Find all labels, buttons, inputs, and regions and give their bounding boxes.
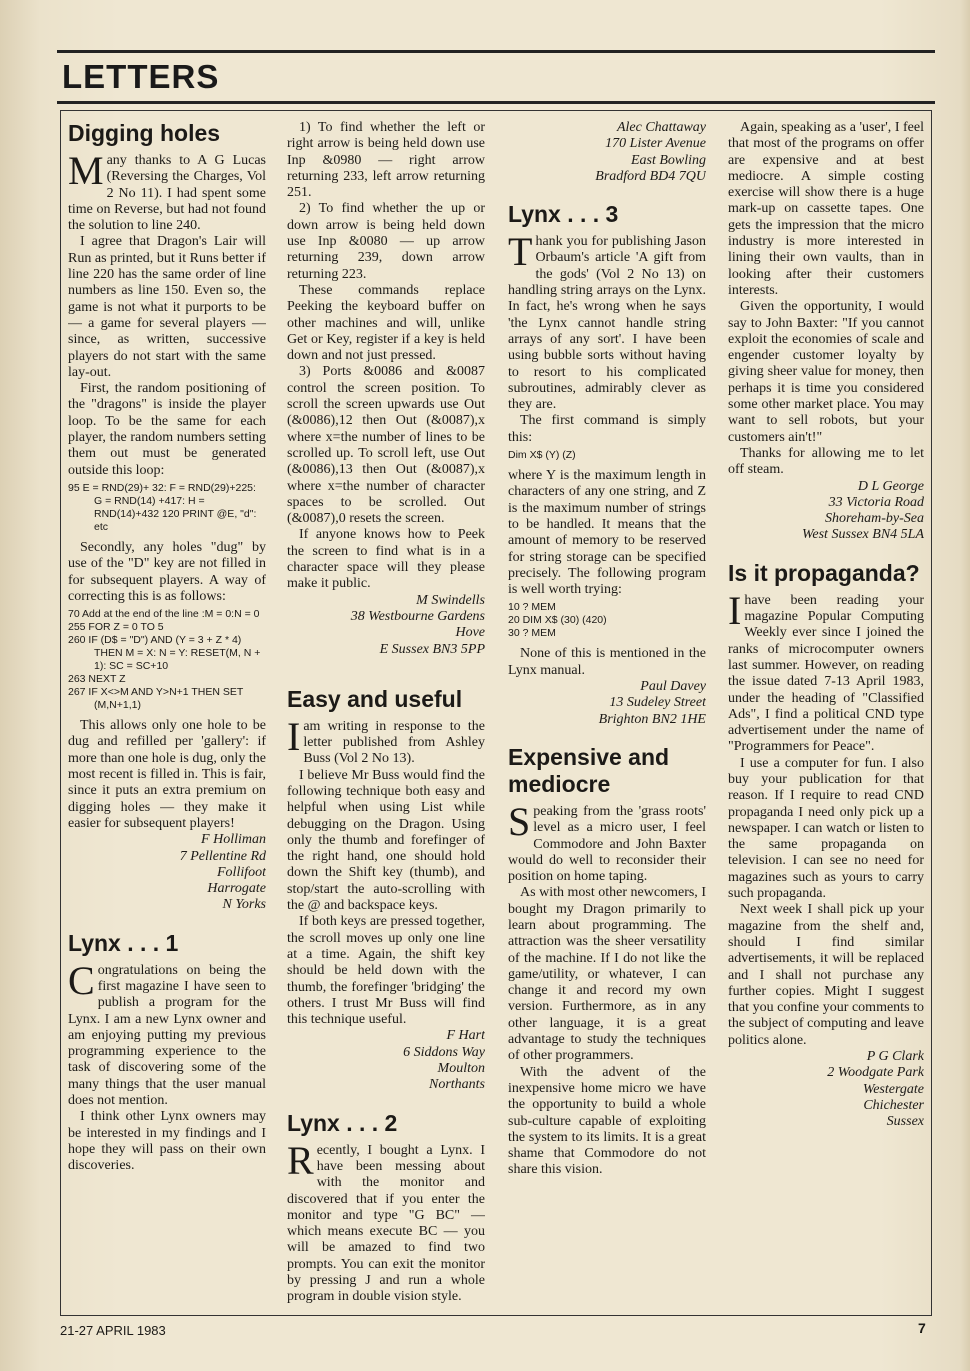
letter-paragraph: I think other Lynx owners may be interested in my findings and I hope they will pass on their own discoveries. (68, 1109, 266, 1174)
letter-paragraph: Secondly, any holes "dug" by use of the "D" key are not filled in for subsequent players. A way of correcting this is as follows: (68, 539, 266, 604)
letter-title: Lynx . . . 3 (508, 201, 619, 228)
letter-paragraph: Recently, I bought a Lynx. I have been messing about with the monitor and discovered that if you enter the monitor and type "G BC" — which means execute BC — you will be amazed to find two prompts. You can exit the monitor by pressing J and run a whole program in double vision style. (287, 1137, 485, 1305)
letter-signature: D L George 33 Victoria Road Shoreham-by-Sea West Sussex BN4 5LA (802, 478, 924, 543)
letter-paragraph: where Y is the maximum length in characters of any one string, and Z is the maximum number of strings to be handled. It means that the amount of memory to be reserved for string storage can be specified precisely. The following program is well worth trying: (508, 468, 706, 598)
letter-paragraph: Thank you for publishing Jason Orbaum's article 'A gift from the gods' (Vol 2 No 13) on handling string arrays on the Lynx. In fact, he's wrong when he says 'the Lynx cannot handle string arrays of any sort'. I have been using bubble sorts without having to resort to his complicated subroutines, admirably clever as they are. (508, 229, 706, 413)
letter-paragraph: Iam writing in response to the letter published from Ashley Buss (Vol 2 No 13). (287, 713, 485, 767)
letter-paragraph: Many thanks to A G Lucas (Reversing the Charges, Vol 2 No 11). I had spent some time on Reverse, but had not found the solution to line 240. (68, 148, 266, 234)
code-listing (68, 608, 266, 712)
letter-paragraph: Next week I shall pick up your magazine from the shelf and, should I find similar advertisements, it will be replaced and I shall not purchase any further copies. Might I suggest that you confine your comments to the subject of computing and leave politics alone. (728, 902, 924, 1048)
page-number: 7 (918, 1320, 926, 1336)
letter-title: Is it propaganda? (728, 559, 920, 586)
footer-date: 21-27 APRIL 1983 (60, 1323, 166, 1338)
code-listing (508, 601, 706, 640)
code-line: 20 DIM X$ (30) (420) (508, 614, 607, 627)
letter-paragraph: Ihave been reading your magazine Popular Computing Weekly ever since I joined the ranks of microcomputer owners last summer. However, on reading the issue dated 7-13 April 1983, under the heading of "Classified Ads", I find a political CND type advertisement under the name of "Programmers for Peace". (728, 587, 924, 755)
letter-paragraph: Congratulations on being the first magazine I have seen to publish a program for the Lynx. I am a new Lynx owner and am enjoying putting my previous programming experience to the task of discovering some of the many things that the user manual does not mention. (68, 957, 266, 1109)
letter-paragraph: The first command is simply this: (508, 413, 706, 445)
code-listing (508, 449, 706, 462)
letter-paragraph: 2) To find whether the up or down arrow is being held down use Inp &0080 — up arrow returning 239, down arrow returning 223. (287, 201, 485, 282)
letter-title: Expensive and mediocre (508, 743, 670, 797)
code-line: 70 Add at the end of the line :M = 0:N = 0 (68, 608, 260, 621)
drop-cap: I (287, 713, 301, 759)
column-2 (287, 120, 485, 1311)
code-line: 255 FOR Z = 0 TO 5 (68, 621, 164, 634)
letter-signature: P G Clark 2 Woodgate Park Westergate Chichester Sussex (827, 1049, 924, 1130)
section-title: LETTERS (62, 58, 220, 95)
letter-title: Digging holes (68, 120, 221, 146)
letter-paragraph: I use a computer for fun. I also buy your publication for that reason. If I require to read CND propaganda I need only pick up a newspaper. I can watch or listen to the same propaganda on television. I can see no need for magazines such as yours to carry such propaganda. (728, 755, 924, 902)
letter-signature: F Hart 6 Siddons Way Moulton Northants (403, 1028, 485, 1093)
column-3 (508, 120, 706, 1311)
drop-cap: S (508, 798, 531, 844)
letter-paragraph: Again, speaking as a 'user', I feel that most of the programs on offer are expensive and at best mediocre. A simple costing exercise will show there is a huge mark-up on cassette tapes. One gets the impression that the micro industry is more interested in lining their own vaults, than in looking after their customers interests. (728, 120, 924, 298)
letter-paragraph: 3) Ports &0086 and &0087 control the screen position. To scroll the screen upwards use Out (&0086),12 then Out (&0087),x where x=the number of lines to be scrolled up. To scroll left, use Out (&0086),13 then Out (&0087),x where x=the number of character spaces to be scrolled. Out (&0087),0 resets the screen. (287, 364, 485, 527)
letter-paragraph: None of this is mentioned in the Lynx manual. (508, 646, 706, 678)
letter-signature: F Holliman 7 Pellentine Rd Follifoot Harrogate N Yorks (179, 832, 266, 913)
letter-signature: M Swindells 38 Westbourne Gardens Hove E Sussex BN3 5PP (350, 592, 485, 657)
drop-cap: I (728, 587, 742, 633)
code-line: 267 IF X<>M AND Y>N+1 THEN SET (M,N+1,1) (68, 686, 244, 712)
letter-paragraph: First, the random positioning of the "dragons" is inside the player loop. To be the same for each player, the random numbers setting them out must be generated outside this loop: (68, 381, 266, 478)
code-line: 260 IF (D$ = "D") AND (Y = 3 + Z * 4) THEN M = X: N = Y: RESET(M, N + 1): SC = SC+10 (68, 634, 261, 673)
code-line: 30 ? MEM (508, 627, 556, 640)
title-rule (57, 101, 935, 104)
code-line: 95 E = RND(29)+ 32: F = RND(29)+225: G = RND(14) +417: H = RND(14)+432 120 PRINT @E, "d": etc (68, 481, 257, 533)
letter-paragraph: These commands replace Peeking the keyboard buffer on other machines and will, unlike Get or Key, register if a key is held down and not just pressed. (287, 282, 485, 364)
letter-paragraph: 1) To find whether the left or right arrow is being held down use Inp &0980 — right arrow returning 233, left arrow returning 251. (287, 120, 485, 201)
letter-title: Easy and useful (287, 685, 463, 712)
column-1 (68, 120, 266, 1311)
column-4 (728, 120, 924, 1311)
code-listing (68, 482, 266, 534)
letter-paragraph: I agree that Dragon's Lair will Run as printed, but it Runs better if line 220 has the same order of line numbers as line 150. Even so, the game is not what it purports to be — a game for several players — since, as written, successive players do not start with the same lay-out. (68, 234, 266, 380)
drop-cap: T (508, 229, 533, 275)
letter-title: Lynx . . . 1 (68, 929, 179, 956)
drop-cap: C (68, 957, 95, 1003)
code-line: 263 NEXT Z (68, 673, 126, 686)
letter-paragraph: If both keys are pressed together, the scroll moves up only one line at a time. Again, the shift key should be held down with the thumb, the forefinger 'bridging' the others. I trust Mr Buss will find this technique useful. (287, 914, 485, 1028)
letter-signature: Alec Chattaway 170 Lister Avenue East Bowling Bradford BD4 7QU (595, 120, 706, 184)
code-line: 10 ? MEM (508, 601, 556, 614)
code-line: Dim X$ (Y) (Z) (508, 449, 576, 462)
letter-title: Lynx . . . 2 (287, 1109, 398, 1136)
letter-paragraph: As with most other newcomers, I bought my Dragon primarily to learn about programming. The attraction was the sheer versatility of the machine. If I do not like the game/utility, or whatever, I can change it and record my own version. Furthermore, as in any other language, it is a great advantage to study the techniques of other programmers. (508, 885, 706, 1064)
letter-paragraph: If anyone knows how to Peek the screen to find what is in a character space will they please make it public. (287, 527, 485, 592)
letter-paragraph: Speaking from the 'grass roots' level as a micro user, I feel Commodore and John Baxter would do well to reconsider their position on home taping. (508, 798, 706, 885)
letter-paragraph: This allows only one hole to be dug and refilled per 'gallery': if more than one hole is dug, only the most recent is filled in. This is fair, since it puts an extra premium on digging holes — they make it easier for subsequent players! (68, 718, 266, 831)
drop-cap: M (68, 148, 104, 193)
letter-paragraph: With the advent of the inexpensive home micro we have the opportunity to build a whole sub-culture capable of exploiting the system to its limits. It is a great shame that Commodore do not share this vision. (508, 1064, 706, 1178)
letter-paragraph: I believe Mr Buss would find the following technique both easy and helpful when using List while debugging on the Dragon. Using only the thumb and forefinger of the right hand, one should hold down the Shift key (thumb), and stop/start the auto-scrolling with the @ and backspace keys. (287, 767, 485, 914)
letter-paragraph: Thanks for allowing me to let off steam. (728, 445, 924, 478)
drop-cap: R (287, 1137, 314, 1183)
letter-paragraph: Given the opportunity, I would say to John Baxter: "If you cannot exploit the economies of scale and engender customer loyalty by giving sheer value for money, then perhaps it is time you considered some other market place. You may want to sell robots, but your customers ain't!" (728, 299, 924, 445)
letter-signature: Paul Davey 13 Sudeley Street Brighton BN2 1HE (598, 679, 706, 727)
top-rule (57, 50, 935, 53)
